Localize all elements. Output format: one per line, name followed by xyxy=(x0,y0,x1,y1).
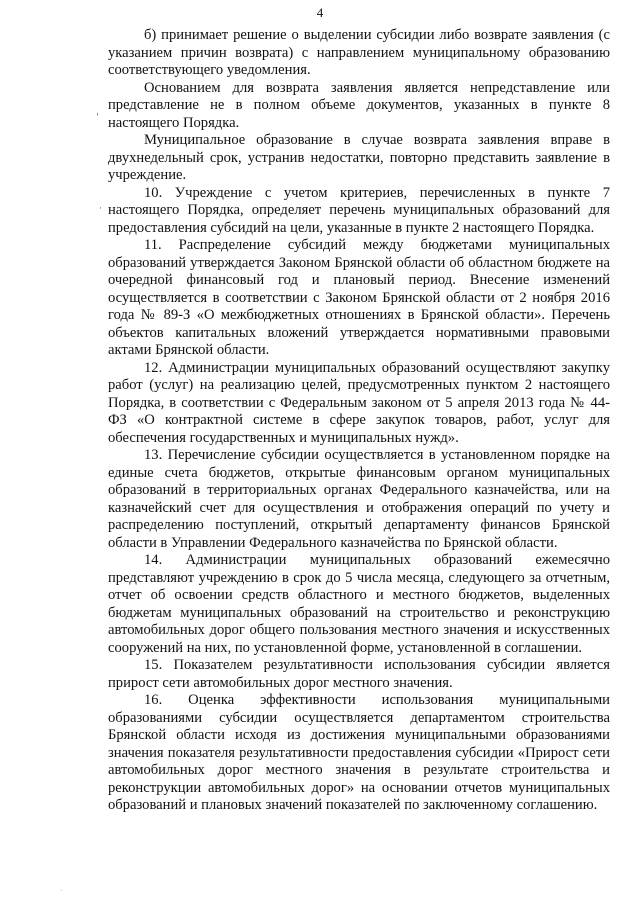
paragraph-13: 13. Перечисление субсидии осуществляется в установленном порядке на единые счета бюджетов, открытые финансовым органом муниципальных образований в территориальных органах Федерального казначейства, или на казначейский счет для осуществления и отображения операций по учету и распределению поступлений, открытый департаменту финансов Брянской области в Управлении Федерального казначейства по Брянской области. xyxy=(108,447,610,551)
paragraph-return-grounds: Основанием для возврата заявления является непредставление или представление не в полном объеме документов, указанных в пункте 8 настоящего Порядка. xyxy=(108,79,610,131)
document-body xyxy=(108,27,610,815)
paragraph-14: 14. Администрации муниципальных образований ежемесячно представляют учреждению в срок до 5 числа месяца, следующего за отчетным, отчет об освоении средств областного и местного бюджетов, выделенных бюджетам муниципальных образований на строительство и реконструкцию автомобильных дорог общего пользования местного значения и искусственных сооружений на них, по установленной форме, установленной в соглашении. xyxy=(108,552,610,656)
paragraph-15: 15. Показателем результативности использования субсидии является прирост сети автомобильных дорог местного значения. xyxy=(108,657,610,691)
scan-mark: ˌ xyxy=(96,106,99,117)
paragraph-resubmission: Муниципальное образование в случае возврата заявления вправе в двухнедельный срок, устранив недостатки, повторно представить заявление в учреждение. xyxy=(108,132,610,183)
paragraph-10: 10. Учреждение с учетом критериев, перечисленных в пункте 7 настоящего Порядка, определяет перечень муниципальных образований для предоставления субсидий на цели, указанные в пункте 2 настоящего Порядка. xyxy=(108,184,610,236)
scan-mark: · xyxy=(60,886,63,895)
paragraph-12: 12. Администрации муниципальных образований осуществляют закупку работ (услуг) на реализацию целей, предусмотренных пунктом 2 настоящего Порядка, в соответствии с Федеральным законом от 5 апреля 2013 года № 44-ФЗ «О контрактной системе в сфере закупок товаров, работ, услуг для обеспечения государственных и муниципальных нужд». xyxy=(108,359,610,446)
paragraph-item-b: б) принимает решение о выделении субсидии либо возврате заявления (с указанием причин возврата) с направлением муниципальному образованию соответствующего уведомления. xyxy=(108,27,610,78)
paragraph-11: 11. Распределение субсидий между бюджетами муниципальных образований утверждается Законом Брянской области об областном бюджете на очередной финансовый год и плановый период. Внесение изменений осуществляется в соответствии с Законом Брянской области от 2 ноября 2016 года № 89-З «О межбюджетных отношениях в Брянской области». Перечень объектов капитальных вложений утверждается нормативными правовыми актами Брянской области. xyxy=(108,237,610,358)
page-number: 4 xyxy=(316,5,324,20)
paragraph-16: 16. Оценка эффективности использования муниципальными образованиями субсидии осуществляется департаментом строительства Брянской области исходя из достижения муниципальными образованиями значения показателя результативности предоставления субсидии «Прирост сети автомобильных дорог местного значения в результате строительства и реконструкции автомобильных дорог» на основании отчетов муниципальных образований и плановых значений показателей по заключенному соглашению. xyxy=(108,692,610,813)
scan-mark: · xyxy=(99,204,102,214)
